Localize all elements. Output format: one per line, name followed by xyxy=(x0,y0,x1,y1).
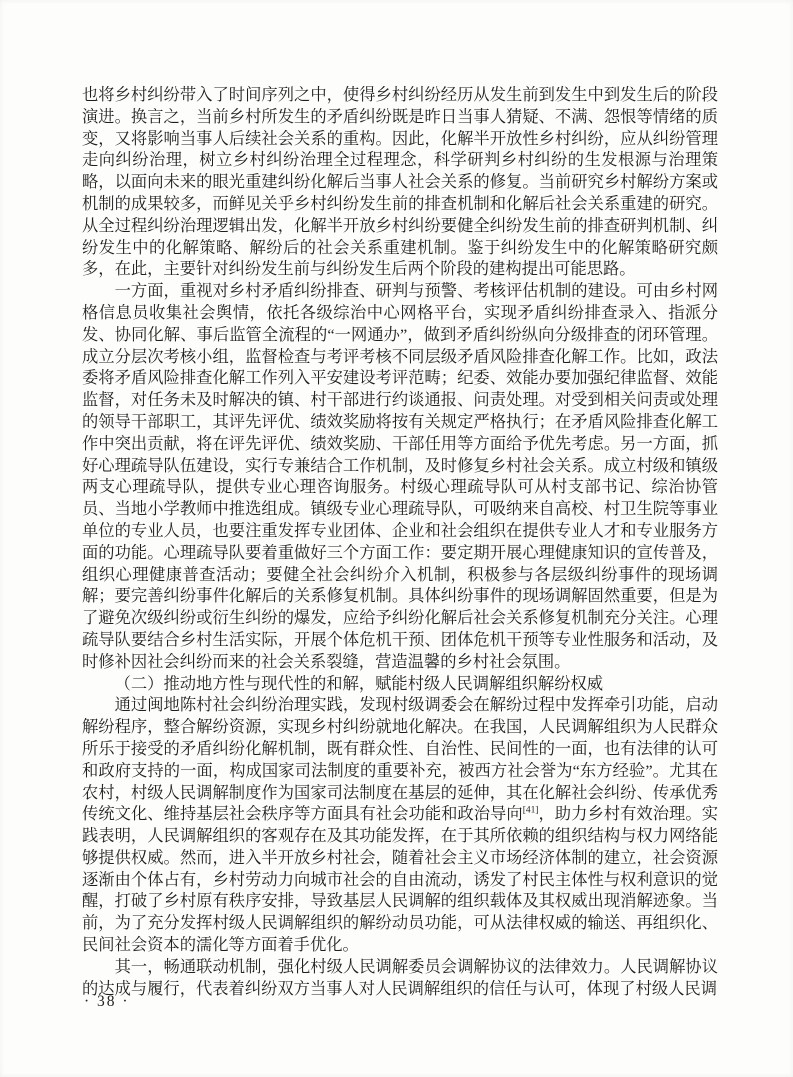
body-paragraph: 其一，畅通联动机制，强化村级人民调解委员会调解协议的法律效力。人民调解协议的达成与履行，代表着纠纷双方当事人对人民调解组织的信任与认可，体现了村级人民调 xyxy=(82,956,718,998)
section-heading: （二）推动地方性与现代性的和解，赋能村级人民调解组织解纷权威 xyxy=(114,673,604,693)
body-paragraph: 通过闽地陈村社会纠纷治理实践，发现村级调委会在解纷过程中发挥牵引功能，启动解纷程序，整合解纷资源，实现乡村纠纷就地化解决。在我国，人民调解组织为人民群众所乐于接受的矛盾纠纷化解机制，既有群众性、自治性、民间性的一面，也有法律的认可和政府支持的一面，构成国家司法制度的重要补充，被西方社会誉为“东方经验”。尤其在农村，村级人民调解制度作为国家司法制度在基层的延伸，其在化解社会纠纷、传承优秀传统文化、维持基层社会秩序等方面具有社会功能和政治导向[41]，助力乡村有效治理。实践表明，人民调解组织的客观存在及其功能发挥，在于其所依赖的组织结构与权力网络能够提供权威。然而，进入半开放乡村社会，随着社会主义市场经济体制的建立，社会资源逐渐由个体占有，乡村劳动力向城市社会的自由流动，诱发了村民主体性与权利意识的觉醒，打破了乡村原有秩序安排，导致基层人民调解的组织载体及其权威出现消解迹象。当前，为了充分发挥村级人民调解组织的解纷动员功能，可从法律权威的输送、再组织化、民间社会资本的濡化等方面着手优化。 xyxy=(82,695,718,955)
body-paragraph: 一方面，重视对乡村矛盾纠纷排查、研判与预警、考核评估机制的建设。可由乡村网格信息员收集社会舆情，依托各级综治中心网格平台，实现矛盾纠纷排查录入、指派分发、协同化解、事后监管全流程的“一网通办”，做到矛盾纠纷纵向分级排查的闭环管理。成立分层次考核小组，监督检查与考评考核不同层级矛盾风险排查化解工作。比如，政法委将矛盾风险排查化解工作列入平安建设考评范畴；纪委、效能办要加强纪律监督、效能监督，对任务未及时解决的镇、村干部进行约谈通报、问责处理。对受到相关问责或处理的领导干部职工，其评先评优、绩效奖励将按有关规定严格执行；在矛盾风险排查化解工作中突出贡献，将在评先评优、绩效奖励、干部任用等方面给予优先考虑。另一方面，抓好心理疏导队伍建设，实行专兼结合工作机制，及时修复乡村社会关系。成立村级和镇级两支心理疏导队，提供专业心理咨询服务。村级心理疏导队可从村支部书记、综治协管员、当地小学教师中推选组成。镇级专业心理疏导队，可吸纳来自高校、村卫生院等事业单位的专业人员，也要注重发挥专业团体、企业和社会组织在提供专业人才和专业服务方面的功能。心理疏导队要着重做好三个方面工作：要定期开展心理健康知识的宣传普及，组织心理健康普查活动；要健全社会纠纷介入机制，积极参与各层级纠纷事件的现场调解；要完善纠纷事件化解后的关系修复机制。具体纠纷事件的现场调解固然重要，但是为了避免次级纠纷或衍生纠纷的爆发，应给予纠纷化解后社会关系修复机制充分关注。心理疏导队要结合乡村生活实际，开展个体危机干预、团体危机干预等专业性服务和活动，及时修补因社会纠纷而来的社会关系裂缝，营造温馨的乡村社会氛围。 xyxy=(82,281,718,671)
body-paragraph: 也将乡村纠纷带入了时间序列之中，使得乡村纠纷经历从发生前到发生中到发生后的阶段演进。换言之，当前乡村所发生的矛盾纠纷既是昨日当事人猜疑、不满、怨恨等情绪的质变，又将影响当事人后续社会关系的重构。因此，化解半开放性乡村纠纷，应从纠纷管理走向纠纷治理，树立乡村纠纷治理全过程理念，科学研判乡村纠纷的生发根源与治理策略，以面向未来的眼光重建纠纷化解后当事人社会关系的修复。当前研究乡村解纷方案或机制的成果较多，而鲜见关乎乡村纠纷发生前的排查机制和化解后社会关系重建的研究。从全过程纠纷治理逻辑出发，化解半开放乡村纠纷要健全纠纷发生前的排查研判机制、纠纷发生中的化解策略、解纷后的社会关系重建机制。鉴于纠纷发生中的化解策略研究颇多，在此，主要针对纠纷发生前与纠纷发生后两个阶段的建构提出可能思路。 xyxy=(82,85,718,279)
page-number: · 38 · xyxy=(84,993,130,1010)
page-content xyxy=(82,84,718,999)
citation-ref: [41] xyxy=(522,805,539,816)
